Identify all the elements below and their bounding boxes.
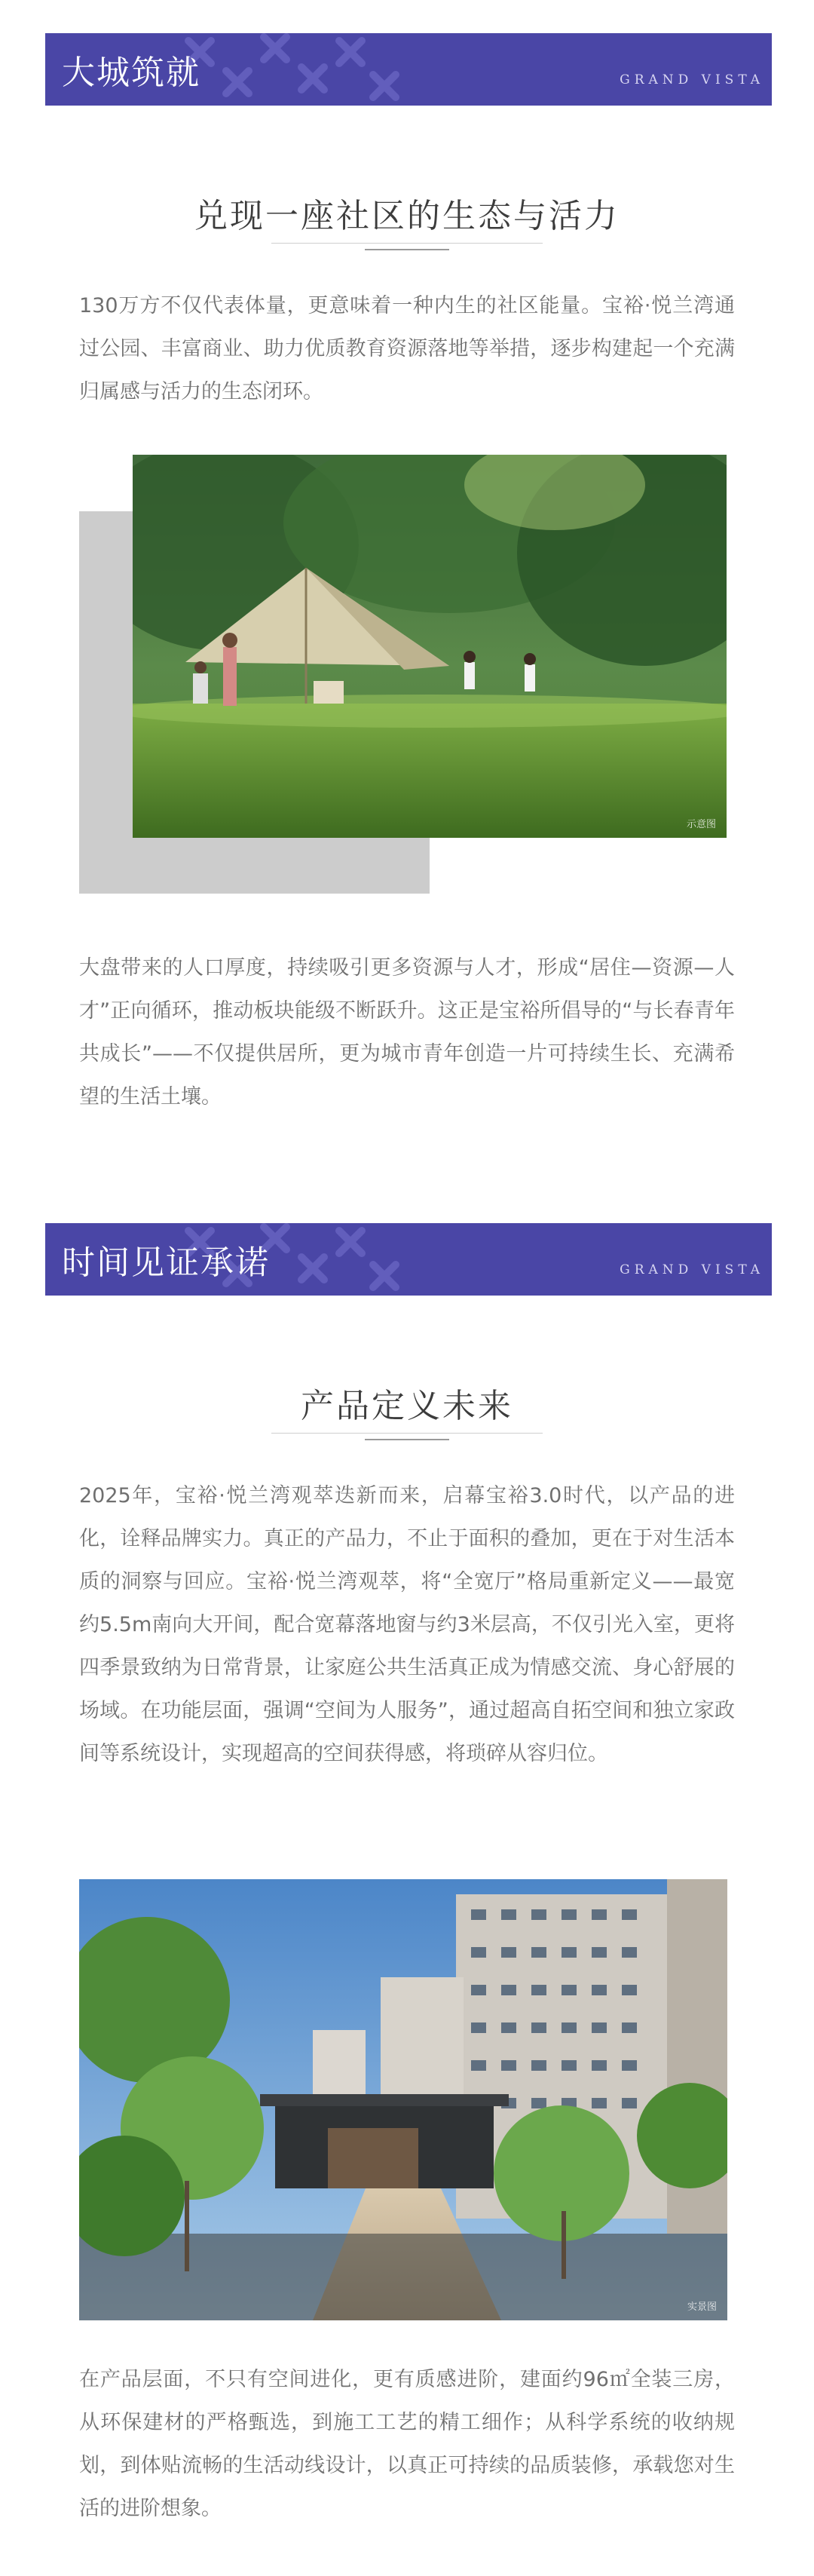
body-paragraph: 大盘带来的人口厚度，持续吸引更多资源与人才，形成“居住—资源—人才”正向循环，推动板块能级不断跃升。这正是宝裕所倡导的“与长春青年共成长”——不仅提供居所，更为城市青年创造一片可持续生长、充满希望的生活土壤。	[79, 956, 735, 1109]
heading-divider	[271, 1433, 543, 1434]
camping-lawn-photo	[133, 455, 727, 838]
body-paragraph: 2025年，宝裕·悦兰湾观萃迭新而来，启幕宝裕3.0时代，以产品的进化，诠释品牌实力。真正的产品力，不止于面积的叠加，更在于对生活本质的洞察与回应。宝裕·悦兰湾观萃，将“全宽厅”格局重新定义——最宽约5.5m南向大开间，配合宽幕落地窗与约3米层高，不仅引光入室，更将四季景致纳为日常背景，让家庭公共生活真正成为情感交流、身心舒展的场域。在功能层面，强调“空间为人服务”，通过超高自拓空间和独立家政间等系统设计，实现超高的空间获得感，将琐碎从容归位。	[79, 1484, 735, 1765]
brand-wordmark: GRAND VISTA	[620, 1262, 764, 1277]
heading-divider-accent	[365, 1439, 449, 1440]
section-banner	[45, 33, 772, 106]
brand-wordmark: GRAND VISTA	[620, 72, 764, 87]
heading-divider-accent	[365, 249, 449, 250]
heading-divider	[271, 243, 543, 244]
body-paragraph: 130万方不仅代表体量，更意味着一种内生的社区能量。宝裕·悦兰湾通过公园、丰富商业、助力优质教育资源落地等举措，逐步构建起一个充满归属感与活力的生态闭环。	[79, 294, 735, 403]
image-caption: 示意图	[686, 819, 716, 830]
body-paragraph: 在产品层面，不只有空间进化，更有质感进阶，建面约96㎡全装三房，从环保建材的严格甄选，到施工工艺的精工细作；从科学系统的收纳规划，到体贴流畅的生活动线设计，以真正可持续的品质装修，承载您对生活的进阶想象。	[79, 2368, 735, 2520]
section-banner	[45, 1223, 772, 1296]
section-heading: 兑现一座社区的生态与活力	[194, 197, 620, 235]
section-heading: 产品定义未来	[301, 1387, 513, 1425]
residential-courtyard-photo	[79, 1879, 727, 2320]
cross-pattern-decoration	[181, 33, 407, 106]
banner-title: 大城筑就	[62, 54, 200, 92]
banner-title: 时间见证承诺	[62, 1244, 270, 1282]
image-caption: 实景图	[687, 2302, 717, 2313]
